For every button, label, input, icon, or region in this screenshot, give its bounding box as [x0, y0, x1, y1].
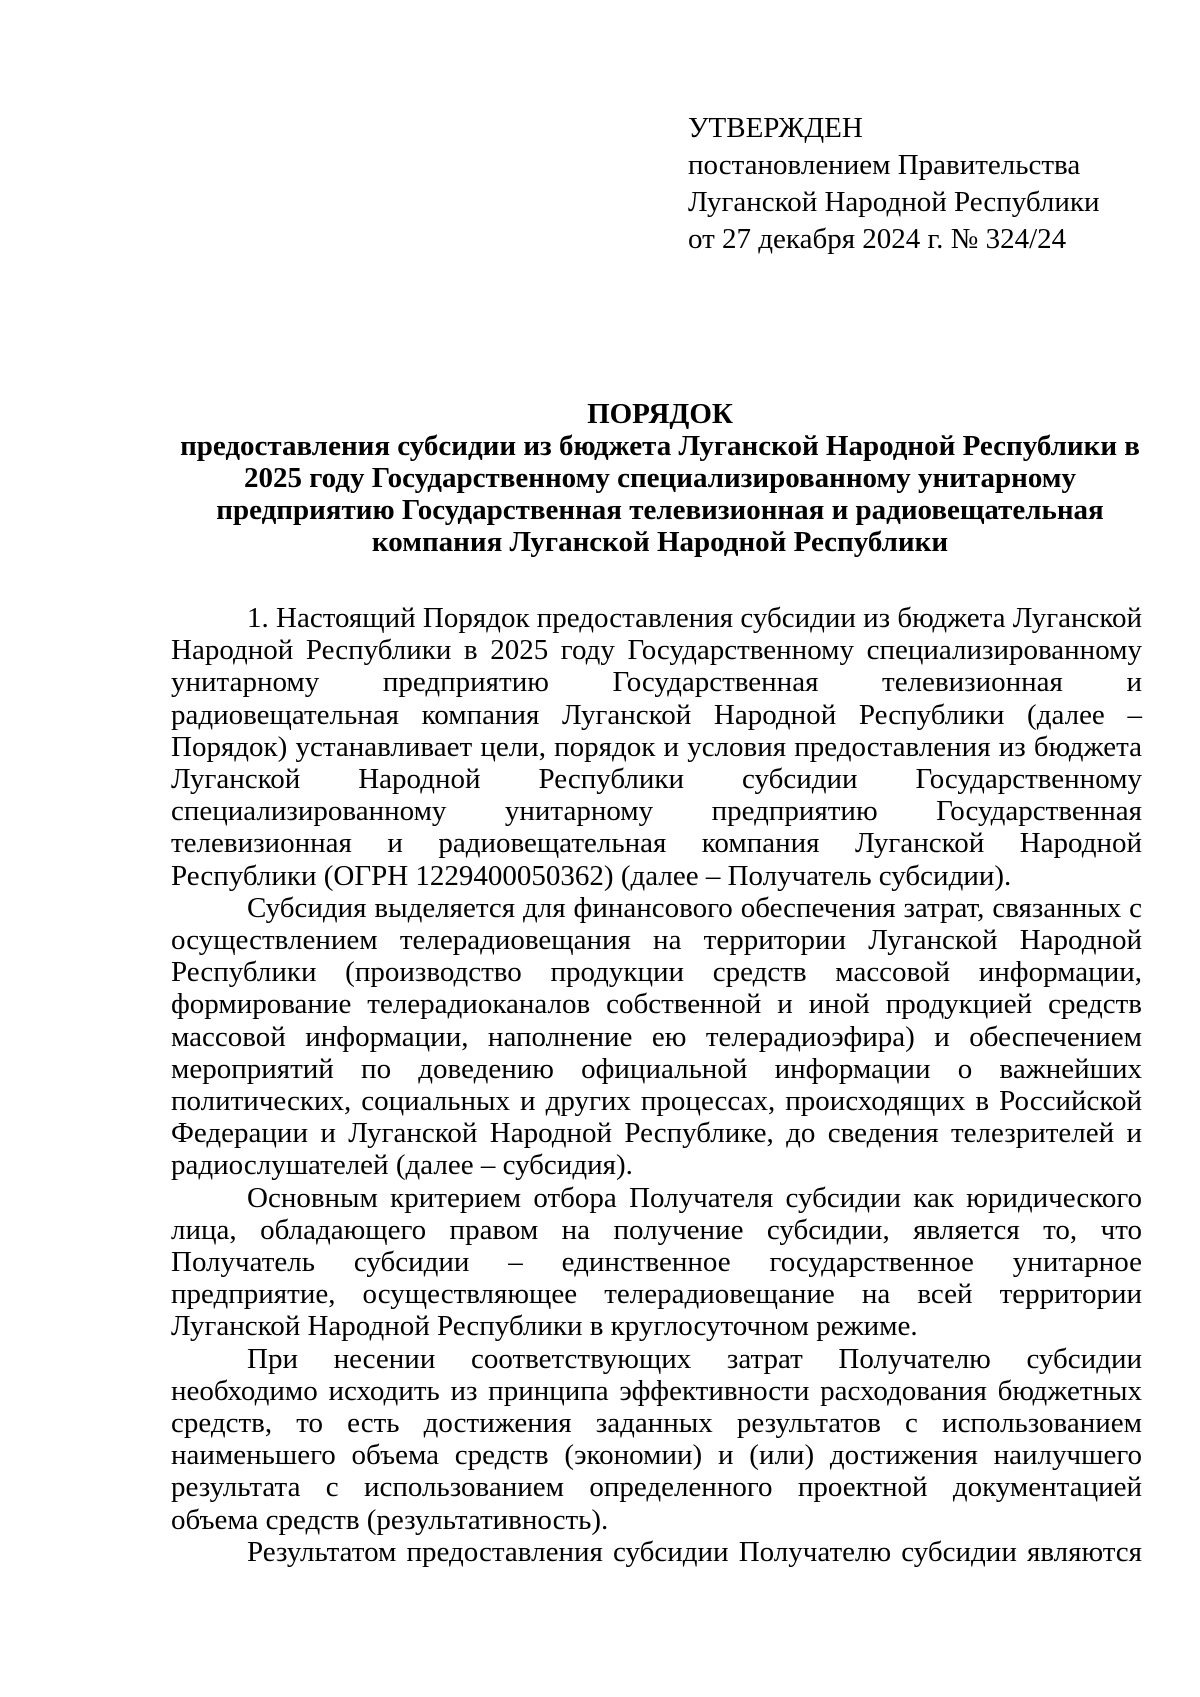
approval-government: Луганской Народной Республики — [688, 186, 1100, 218]
paragraph-3: Основным критерием отбора Получателя субсидии как юридического лица, обладающего правом на получение субсидии, является то, что Получатель субсидии – единственное государственное унитарное предприятие, осуществляющее телерадиовещание на всей территории Луганской Народной Республики в круглосуточном режиме. — [171, 1181, 1142, 1343]
approval-authority: постановлением Правительства — [688, 149, 1081, 181]
approval-date-number: от 27 декабря 2024 г. № 324/24 — [688, 223, 1067, 255]
paragraph-1: 1. Настоящий Порядок предоставления субсидии из бюджета Луганской Народной Республики в 2025 году Государственному специализированному унитарному предприятию Государственная телевизионная и радиовещательная компания Луганской Народной Республики (далее – Порядок) устанавливает цели, порядок и условия предоставления из бюджета Луганской Народной Республики субсидии Государственному специализированному унитарному предприятию Государственная телевизионная и радиовещательная компания Луганской Народной Республики (ОГРН 1229400050362) (далее – Получатель субсидии). — [171, 602, 1142, 892]
document-subtitle: предоставления субсидии из бюджета Луганской Народной Республики в 2025 году Государственному специализированному унитарному предприятию Государственная телевизионная и радиовещательная компания Луганской Народной Республики — [180, 430, 1140, 558]
document-body — [171, 602, 1142, 1568]
approval-status: УТВЕРЖДЕН — [688, 112, 863, 144]
paragraph-4: При несении соответствующих затрат Получателю субсидии необходимо исходить из принципа эффективности расходования бюджетных средств, то есть достижения заданных результатов с использованием наименьшего объема средств (экономии) и (или) достижения наилучшего результата с использованием определенного проектной документацией объема средств (результативность). — [171, 1342, 1142, 1536]
document-title-block — [160, 398, 1160, 558]
paragraph-5: Результатом предоставления субсидии Получателю субсидии являются — [247, 1535, 1142, 1568]
paragraph-2: Субсидия выделяется для финансового обеспечения затрат, связанных с осуществлением телерадиовещания на территории Луганской Народной Республики (производство продукции средств массовой информации, формирование телерадиоканалов собственной и иной продукцией средств массовой информации, наполнение ею телерадиоэфира) и обеспечением мероприятий по доведению официальной информации о важнейших политических, социальных и других процессах, происходящих в Российской Федерации и Луганской Народной Республике, до сведения телезрителей и радиослушателей (далее – субсидия). — [171, 891, 1142, 1182]
document-title: ПОРЯДОК — [587, 398, 733, 430]
approval-stamp — [688, 110, 1168, 258]
